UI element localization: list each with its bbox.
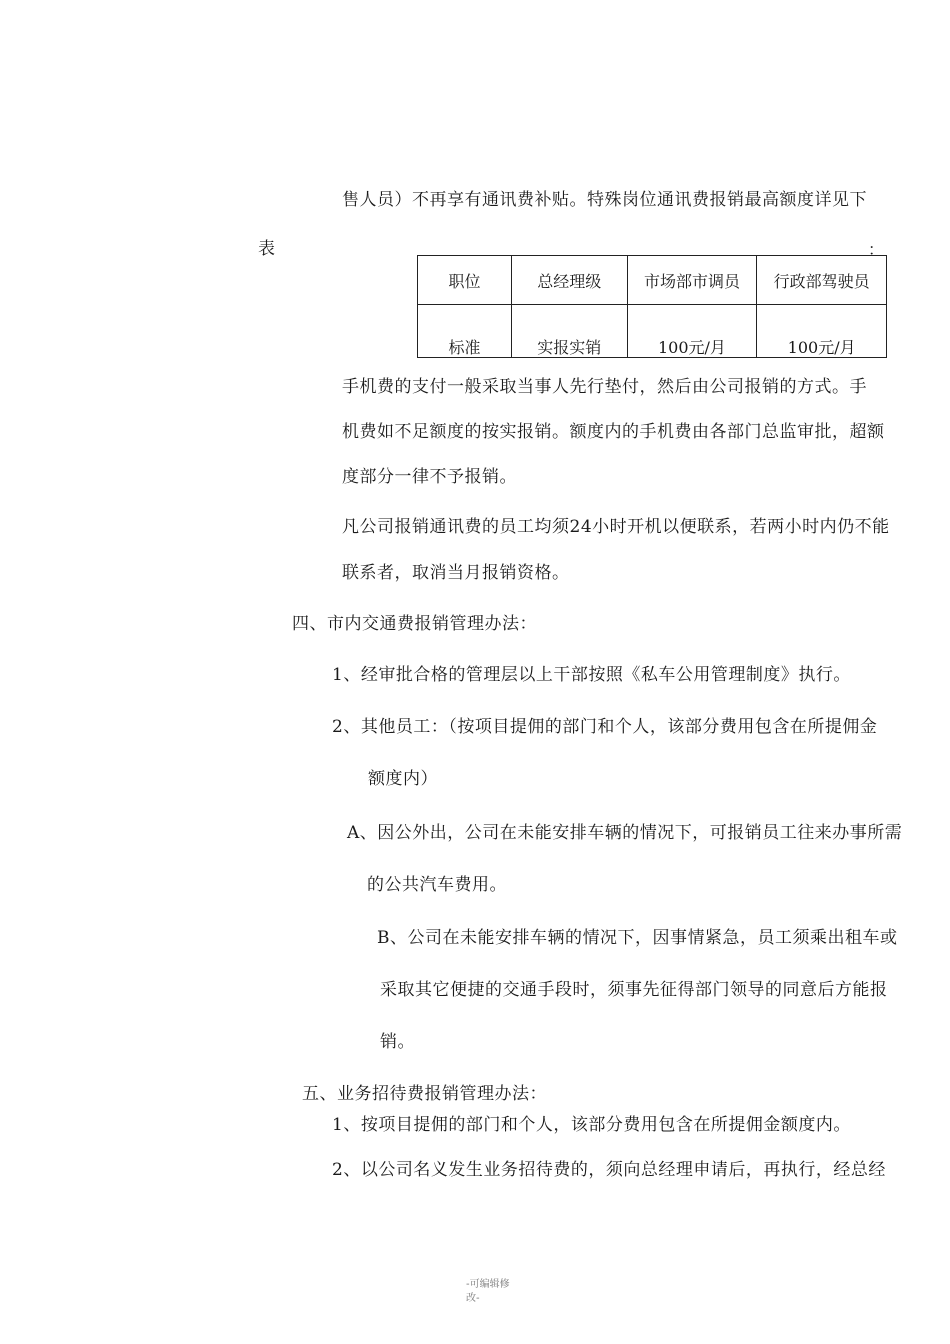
- section-heading: 四、市内交通费报销管理办法：: [292, 614, 537, 634]
- table-cell: 100元/月: [627, 305, 757, 358]
- colon-mark: ：: [868, 240, 885, 259]
- allowance-table: [417, 255, 887, 358]
- table-cell: 标准: [418, 305, 512, 358]
- footer-note: 改-: [466, 1293, 480, 1304]
- list-item: 1、按项目提佣的部门和个人，该部分费用包含在所提佣金额度内。: [332, 1115, 851, 1135]
- sub-item-continuation: 的公共汽车费用。: [367, 875, 507, 895]
- list-item-continuation: 额度内）: [368, 769, 438, 789]
- paragraph-line: 凡公司报销通讯费的员工均须24小时开机以便联系，若两小时内仍不能: [342, 517, 890, 537]
- table-header-row: [418, 256, 887, 305]
- paragraph-line: 联系者，取消当月报销资格。: [342, 563, 570, 583]
- sub-item: A、因公外出，公司在未能安排车辆的情况下，可报销员工往来办事所需: [347, 823, 903, 843]
- table-cell: 实报实销: [511, 305, 627, 358]
- list-item: 2、以公司名义发生业务招待费的，须向总经理申请后，再执行，经总经: [332, 1160, 886, 1180]
- list-item: 1、经审批合格的管理层以上干部按照《私车公用管理制度》执行。: [332, 665, 851, 685]
- table-header-cell: 职位: [418, 256, 512, 305]
- paragraph-line: 表: [258, 239, 276, 259]
- paragraph-line: 手机费的支付一般采取当事人先行垫付，然后由公司报销的方式。手: [342, 377, 867, 397]
- sub-item: B、公司在未能安排车辆的情况下，因事情紧急，员工须乘出租车或: [377, 928, 898, 948]
- paragraph-line: 机费如不足额度的按实报销。额度内的手机费由各部门总监审批，超额: [342, 422, 885, 442]
- table-header-cell: 市场部市调员: [627, 256, 757, 305]
- table-row: [418, 305, 887, 358]
- table-cell: 100元/月: [757, 305, 887, 358]
- table-header-cell: 行政部驾驶员: [757, 256, 887, 305]
- footer-note: -可编辑修: [466, 1279, 510, 1290]
- table-header-cell: 总经理级: [511, 256, 627, 305]
- paragraph-line: 售人员）不再享有通讯费补贴。特殊岗位通讯费报销最高额度详见下: [342, 190, 867, 210]
- sub-item-continuation: 销。: [380, 1032, 415, 1052]
- paragraph-line: 度部分一律不予报销。: [342, 467, 517, 487]
- section-heading: 五、业务招待费报销管理办法：: [302, 1084, 547, 1104]
- list-item: 2、其他员工：（按项目提佣的部门和个人，该部分费用包含在所提佣金: [332, 717, 878, 737]
- sub-item-continuation: 采取其它便捷的交通手段时，须事先征得部门领导的同意后方能报: [380, 980, 888, 1000]
